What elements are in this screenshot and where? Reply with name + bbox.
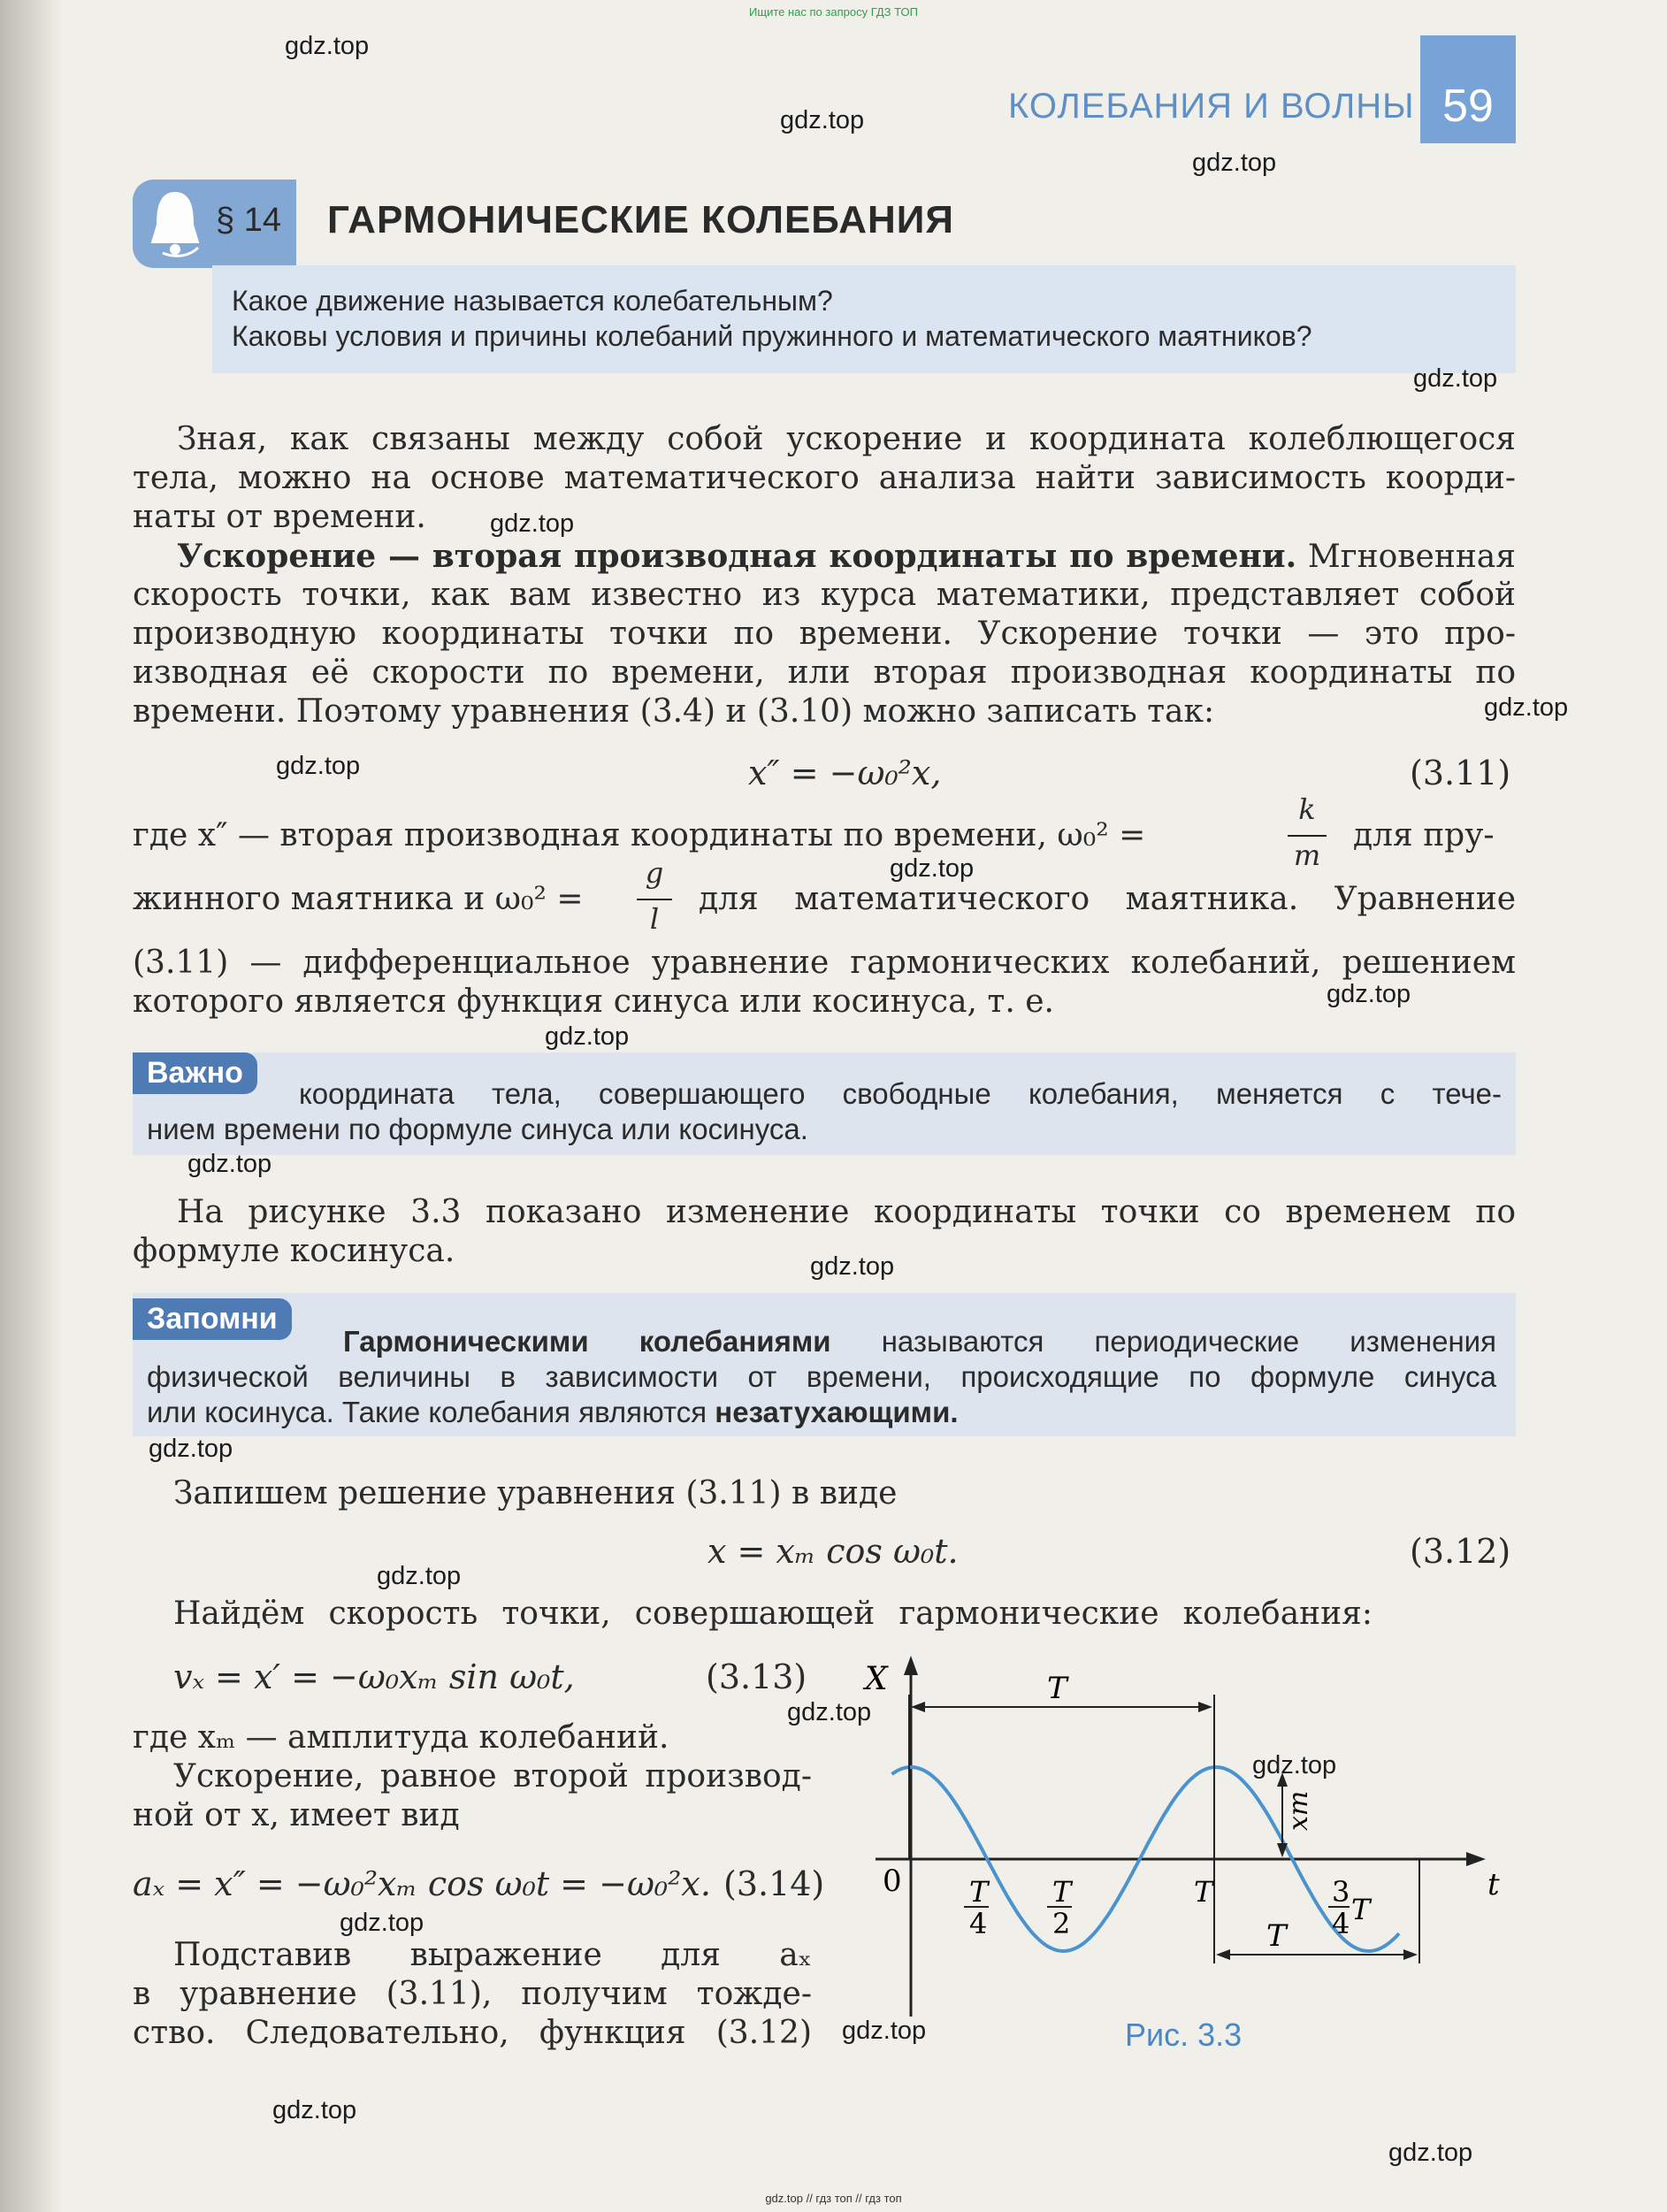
tick-label: T bbox=[1194, 1875, 1213, 1909]
remember-tag: Запомни bbox=[133, 1298, 292, 1340]
fraction-denominator: l bbox=[649, 902, 660, 936]
tick-den: 4 bbox=[969, 1907, 988, 1940]
text-line: (3.11) — дифференциальное уравнение гармонических колебаний, решением bbox=[133, 945, 1516, 981]
fraction-bar bbox=[637, 899, 672, 900]
origin-label: 0 bbox=[883, 1864, 902, 1899]
watermark: gdz.top bbox=[1484, 693, 1569, 722]
text-fragment: или косинуса. Такие колебания являются bbox=[147, 1396, 715, 1428]
period-label-top: T bbox=[1047, 1671, 1067, 1706]
watermark: gdz.top bbox=[890, 854, 975, 883]
text-line: ство. Следовательно, функция (3.12) bbox=[133, 2015, 812, 2051]
equation-3-13: vₓ = x′ = −ω₀xₘ sin ω₀t, bbox=[173, 1657, 575, 1696]
tick-den: 2 bbox=[1052, 1907, 1071, 1940]
text-line: скорость точки, как вам известно из курса математики, представляет собой bbox=[133, 577, 1516, 613]
text-line bbox=[177, 538, 1516, 575]
bell-icon bbox=[140, 184, 210, 264]
figure-caption: Рис. 3.3 bbox=[1125, 2017, 1243, 2053]
page-number-box bbox=[1420, 35, 1516, 143]
watermark: gdz.top bbox=[1192, 149, 1277, 177]
text-line: Запишем решение уравнения (3.11) в виде bbox=[173, 1475, 898, 1512]
fraction-numerator: g bbox=[645, 856, 664, 890]
bottom-note: gdz.top // гдз топ // гдз топ bbox=[765, 2192, 902, 2205]
watermark: gdz.top bbox=[149, 1435, 233, 1463]
watermark: gdz.top bbox=[285, 32, 370, 60]
questions-band bbox=[212, 265, 1516, 373]
text-line: жинного маятника и ω₀² = bbox=[133, 881, 584, 917]
equation-number: (3.11) bbox=[1410, 754, 1511, 792]
period-label-bottom: T bbox=[1266, 1918, 1287, 1954]
text-line: где x″ — вторая производная координаты по времени, ω₀² = bbox=[133, 817, 1146, 853]
question-2: Каковы условия и причины колебаний пружинного и математического маятников? bbox=[232, 320, 1312, 352]
equation-3-12: x = xₘ cos ω₀t. bbox=[707, 1532, 959, 1571]
text-line: формуле косинуса. bbox=[133, 1233, 455, 1269]
amplitude-label: xm bbox=[1283, 1790, 1314, 1831]
important-line-2: нием времени по формуле синуса или косинуса. bbox=[147, 1113, 808, 1145]
watermark: gdz.top bbox=[780, 106, 865, 134]
text-line: для математического маятника. Уравнение bbox=[699, 881, 1516, 917]
watermark: gdz.top bbox=[272, 2096, 357, 2124]
section-title: ГАРМОНИЧЕСКИЕ КОЛЕБАНИЯ bbox=[327, 198, 955, 241]
text-line: которого является функция синуса или косинуса, т. е. bbox=[133, 984, 1054, 1020]
watermark: gdz.top bbox=[377, 1562, 462, 1590]
text-line: в уравнение (3.11), получим тожде- bbox=[133, 1976, 812, 2012]
text-line: изводная её скорости по времени, или вторая производная координаты по bbox=[133, 654, 1516, 691]
bold-term: Гармоническими колебаниями bbox=[343, 1325, 831, 1358]
text-line: времени. Поэтому уравнения (3.4) и (3.10) можно записать так: bbox=[133, 693, 1215, 730]
text-line: ной от x, имеет вид bbox=[133, 1797, 460, 1833]
arrow-head bbox=[1403, 1949, 1418, 1960]
text-line: Зная, как связаны между собой ускорение и координата колеблющегося bbox=[177, 421, 1516, 457]
watermark: gdz.top bbox=[276, 752, 361, 780]
fraction-bar bbox=[1288, 835, 1327, 837]
equation-number: (3.12) bbox=[1410, 1532, 1511, 1571]
question-1: Какое движение называется колебательным? bbox=[232, 285, 833, 317]
running-header: КОЛЕБАНИЯ И ВОЛНЫ bbox=[1008, 87, 1415, 126]
bold-definition: Ускорение — вторая производная координаты по времени. bbox=[177, 538, 1297, 575]
watermark: gdz.top bbox=[810, 1252, 895, 1281]
remember-line-2: физической величины в зависимости от времени, происходящие по формуле синуса bbox=[147, 1360, 1496, 1393]
watermark: gdz.top bbox=[1388, 2139, 1473, 2167]
text-line: наты от времени. bbox=[133, 499, 426, 535]
watermark: gdz.top bbox=[187, 1150, 272, 1178]
section-number: § 14 bbox=[216, 202, 281, 239]
equation-3-14: aₓ = x″ = −ω₀²xₘ cos ω₀t = −ω₀²x. bbox=[133, 1864, 711, 1903]
text-line: производную координаты точки по времени. Ускорение точки — это про- bbox=[133, 616, 1516, 652]
text-fragment: называются периодические изменения bbox=[830, 1325, 1496, 1358]
top-note: Ищите нас по запросу ГДЗ ТОП bbox=[749, 5, 918, 19]
tick-num: T bbox=[1052, 1875, 1072, 1909]
fraction-denominator: m bbox=[1293, 838, 1321, 872]
equation-number: (3.13) bbox=[706, 1657, 807, 1696]
text-line: где xₘ — амплитуда колебаний. bbox=[133, 1719, 669, 1756]
important-line-1: координата тела, совершающего свободные колебания, меняется с тече- bbox=[299, 1077, 1502, 1110]
watermark: gdz.top bbox=[1252, 1751, 1337, 1780]
watermark: gdz.top bbox=[545, 1022, 630, 1051]
watermark: gdz.top bbox=[1327, 980, 1411, 1008]
y-axis-arrow bbox=[904, 1656, 918, 1675]
text-line: для пру- bbox=[1353, 817, 1495, 853]
fraction-numerator: k bbox=[1298, 792, 1316, 826]
text-fragment: Мгновенная bbox=[1296, 539, 1516, 575]
page-number: 59 bbox=[1442, 80, 1494, 132]
watermark: gdz.top bbox=[490, 509, 575, 538]
x-axis-label: t bbox=[1487, 1867, 1500, 1902]
y-axis-label: X bbox=[865, 1661, 888, 1697]
watermark: gdz.top bbox=[787, 1698, 872, 1726]
text-line: Найдём скорость точки, совершающей гармонические колебания: bbox=[173, 1596, 1373, 1632]
arrow-head bbox=[1198, 1702, 1212, 1712]
watermark: gdz.top bbox=[842, 2017, 927, 2045]
x-axis-arrow bbox=[1466, 1852, 1486, 1866]
important-tag: Важно bbox=[133, 1052, 257, 1094]
tick-num: T bbox=[969, 1875, 989, 1909]
book-spine-shadow bbox=[0, 0, 62, 2212]
equation-number: (3.14) bbox=[723, 1864, 825, 1903]
text-line: На рисунке 3.3 показано изменение координаты точки со временем по bbox=[177, 1194, 1516, 1230]
watermark: gdz.top bbox=[340, 1909, 424, 1937]
tick-den: 4 bbox=[1332, 1907, 1350, 1940]
arrow-head bbox=[911, 1702, 925, 1712]
text-line: тела, можно на основе математического анализа найти зависимость коорди- bbox=[133, 460, 1516, 496]
oscillation-graph bbox=[849, 1645, 1521, 2070]
tick-num: 3 bbox=[1332, 1875, 1350, 1909]
watermark: gdz.top bbox=[1413, 364, 1498, 393]
remember-line-3 bbox=[147, 1396, 959, 1429]
bold-term: незатухающими. bbox=[715, 1396, 959, 1428]
tick-suffix: T bbox=[1351, 1893, 1371, 1926]
arrow-head bbox=[1216, 1949, 1230, 1960]
equation-3-11: x″ = −ω₀²x, bbox=[748, 754, 942, 792]
remember-line-1 bbox=[343, 1325, 1496, 1359]
text-line: Ускорение, равное второй производ- bbox=[173, 1758, 812, 1795]
text-line: Подставив выражение для aₓ bbox=[173, 1937, 812, 1973]
